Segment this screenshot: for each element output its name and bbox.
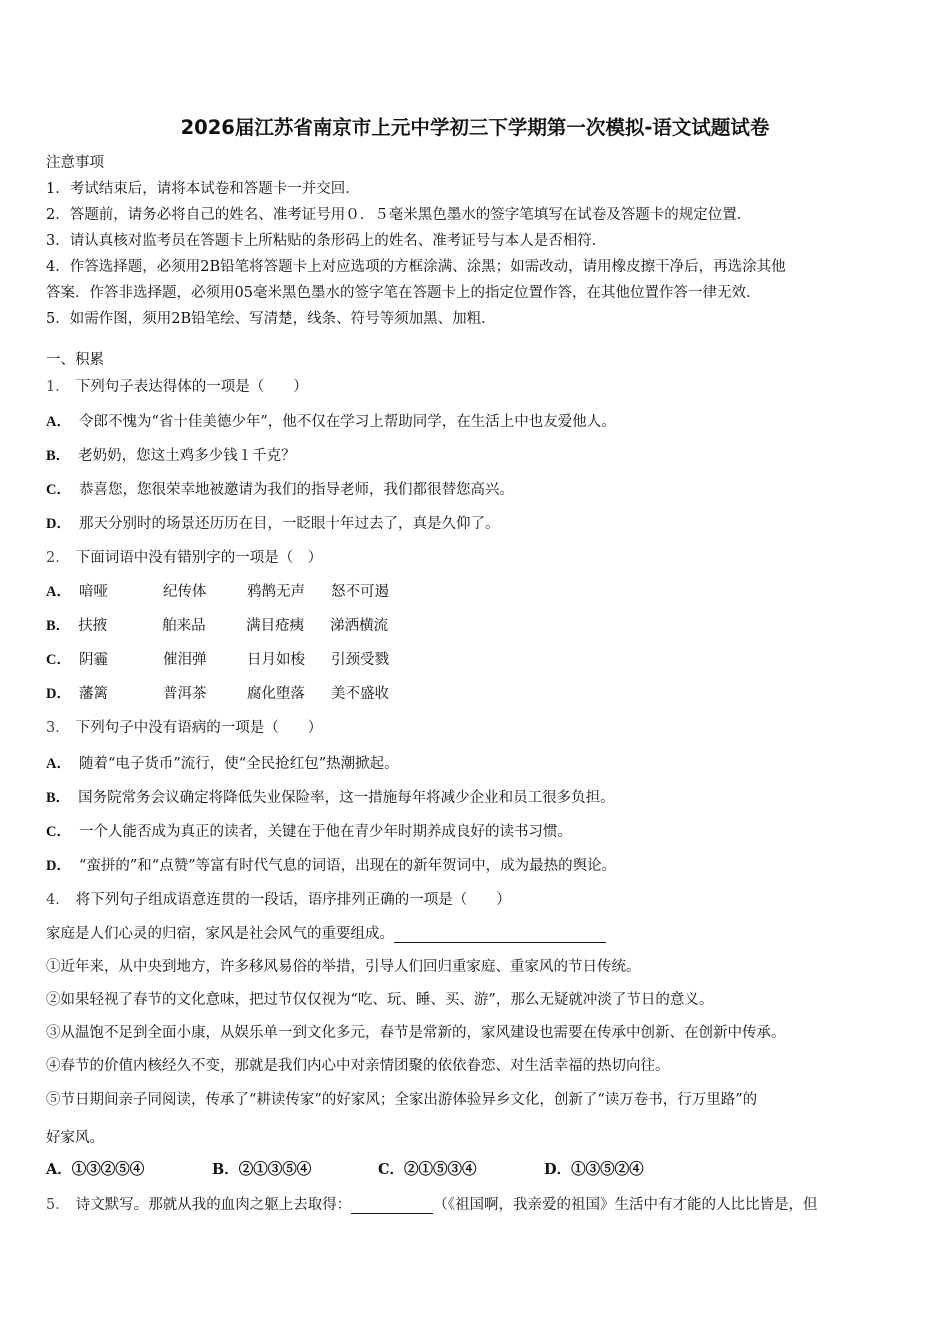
option-word: 鸦鹊无声 [246, 584, 305, 600]
lead-sentence: 家庭是人们心灵的归宿，家风是社会风气的重要组成。 [46, 926, 394, 942]
page-title: 2026届江苏省南京市上元中学初三下学期第一次模拟-语文试题试卷 [180, 116, 770, 139]
question-number: 1． [46, 379, 70, 395]
question-number: 2． [46, 550, 70, 566]
option-word: 催泪弹 [162, 652, 207, 668]
option-text: “蛮拼的”和“点赞”等富有时代气息的词语，出现在的新年贺词中，成为最热的舆论。 [78, 858, 617, 874]
question-2 [46, 546, 322, 567]
option-word: 藩篱 [78, 686, 108, 702]
q4-sentence: ④春节的价值内核经久不变，那就是我们内心中对亲情团聚的依依眷恋、对生活幸福的热切向往。 [46, 1058, 670, 1074]
option-text: 恭喜您，您很荣幸地被邀请为我们的指导老师，我们都很替您高兴。 [78, 482, 514, 498]
option-text: 那天分别时的场景还历历在目，一眨眼十年过去了，真是久仰了。 [78, 516, 500, 532]
q4-sentence: ⑤节日期间亲子同阅读，传承了“耕读传家”的好家风；全家出游体验异乡文化，创新了“读万卷书，行万里路”的 [46, 1092, 758, 1108]
option-word: 怒不可遏 [330, 584, 389, 600]
question-3 [46, 716, 322, 737]
question-number: 4． [46, 892, 70, 908]
option-text: 国务院常务会议确定将降低失业保险率，这一措施每年将减少企业和员工很多负担。 [78, 790, 615, 806]
notes-item: 5．如需作图，须用2B铅笔绘、写清楚，线条、符号等须加黑、加粗． [46, 311, 496, 327]
choice-option: B．②①③⑤④ [212, 1161, 312, 1178]
option-letter: A． [46, 756, 71, 772]
question-1 [46, 375, 308, 396]
question-text: 下列句子中没有语病的一项是（ ） [75, 720, 323, 736]
question-number: 5． [46, 1197, 70, 1213]
option-text: 令郎不愧为“省十佳美德少年”，他不仅在学习上帮助同学，在生活上中也友爱他人。 [78, 414, 616, 430]
choice-option: D．①③⑤②④ [544, 1161, 644, 1178]
answer-blank[interactable] [351, 1199, 433, 1214]
question-text-continued: （《祖国啊，我亲爱的祖国》生活中有才能的人比比皆是，但 [433, 1197, 818, 1213]
q4-choices [46, 1158, 710, 1179]
option-letter: D． [46, 516, 71, 532]
q1-option-d [46, 512, 499, 533]
option-letter: C． [46, 824, 71, 840]
option-letter: B． [46, 448, 71, 464]
question-4 [46, 888, 511, 909]
q3-option-d [46, 854, 616, 875]
option-word: 舶来品 [162, 618, 206, 634]
option-letter: B． [46, 618, 71, 634]
option-word: 纪传体 [162, 584, 207, 600]
notes-block [46, 150, 911, 332]
question-text: 将下列句子组成语意连贯的一段话，语序排列正确的一项是（ ） [75, 892, 511, 908]
option-letter: A． [46, 414, 71, 430]
option-letter: D． [46, 858, 71, 874]
option-word: 引颈受戮 [330, 652, 389, 668]
notes-item: 1．考试结束后，请将本试卷和答题卡一并交回． [46, 181, 360, 197]
option-letter: B． [46, 790, 71, 806]
q1-option-b [46, 444, 296, 465]
q2-option-c [46, 648, 415, 669]
q3-option-b [46, 786, 615, 807]
option-word: 满目疮痍 [246, 618, 305, 634]
option-letter: C． [46, 652, 71, 668]
choice-option: C．②①⑤③④ [378, 1161, 477, 1178]
question-number: 3． [46, 720, 70, 736]
q1-option-a [46, 410, 616, 431]
option-text: 随着“电子货币”流行，使“全民抢红包”热潮掀起。 [78, 756, 399, 772]
notes-item: 答案．作答非选择题，必须用05毫米黑色墨水的签字笔在答题卡上的指定位置作答，在其他位置作答一律无效． [46, 285, 761, 301]
option-word: 美不盛收 [330, 686, 389, 702]
q4-sentence: ③从温饱不足到全面小康，从娱乐单一到文化多元，春节是常新的，家风建设也需要在传承中创新、在创新中传承。 [46, 1025, 786, 1041]
option-letter: D． [46, 686, 71, 702]
option-word: 腐化堕落 [246, 686, 305, 702]
option-word: 扶掖 [78, 618, 108, 634]
q4-sentence: ①近年来，从中央到地方，许多移风易俗的举措，引导人们回归重家庭、重家风的节日传统。 [46, 959, 641, 975]
q3-option-c [46, 820, 572, 841]
option-letter: C． [46, 482, 71, 498]
q4-sentence: 好家风。 [46, 1130, 104, 1146]
option-text: 一个人能否成为真正的读者，关键在于他在青少年时期养成良好的读书习惯。 [78, 824, 572, 840]
notes-item: 2．答题前，请务必将自己的姓名、准考证号用０．５毫米黑色墨水的签字笔填写在试卷及答题卡的规定位置． [46, 207, 752, 223]
q3-option-a [46, 752, 399, 773]
question-text: 诗文默写。那就从我的血肉之躯上去取得： [75, 1197, 352, 1213]
option-word: 普洱茶 [162, 686, 207, 702]
option-word: 喑哑 [78, 584, 108, 600]
question-text: 下列句子表达得体的一项是（ ） [75, 379, 308, 395]
question-5 [46, 1193, 817, 1214]
notes-item: 4．作答选择题，必须用2B铅笔将答题卡上对应选项的方框涂满、涂黑；如需改动，请用橡皮擦干净后，再选涂其他 [46, 259, 786, 275]
option-word: 涕洒横流 [330, 618, 389, 634]
q4-sentence: ②如果轻视了春节的文化意味，把过节仅仅视为“吃、玩、睡、买、游”，那么无疑就冲淡了节日的意义。 [46, 992, 714, 1008]
section-heading: 一、积累 [46, 352, 104, 368]
question-text: 下面词语中没有错别字的一项是（ ） [75, 550, 323, 566]
q1-option-c [46, 478, 514, 499]
notes-heading: 注意事项 [46, 155, 104, 171]
q2-option-a [46, 580, 415, 601]
option-word: 日月如梭 [246, 652, 305, 668]
option-letter: A． [46, 584, 71, 600]
answer-blank[interactable] [394, 928, 606, 943]
choice-option: A．①③②⑤④ [46, 1161, 145, 1178]
notes-item: 3．请认真核对监考员在答题卡上所粘贴的条形码上的姓名、准考证号与本人是否相符． [46, 233, 607, 249]
q2-option-b [46, 614, 414, 635]
q4-lead [46, 922, 606, 943]
q2-option-d [46, 682, 415, 703]
option-word: 阴霾 [78, 652, 108, 668]
option-text: 老奶奶，您这土鸡多少钱１千克？ [78, 448, 296, 464]
